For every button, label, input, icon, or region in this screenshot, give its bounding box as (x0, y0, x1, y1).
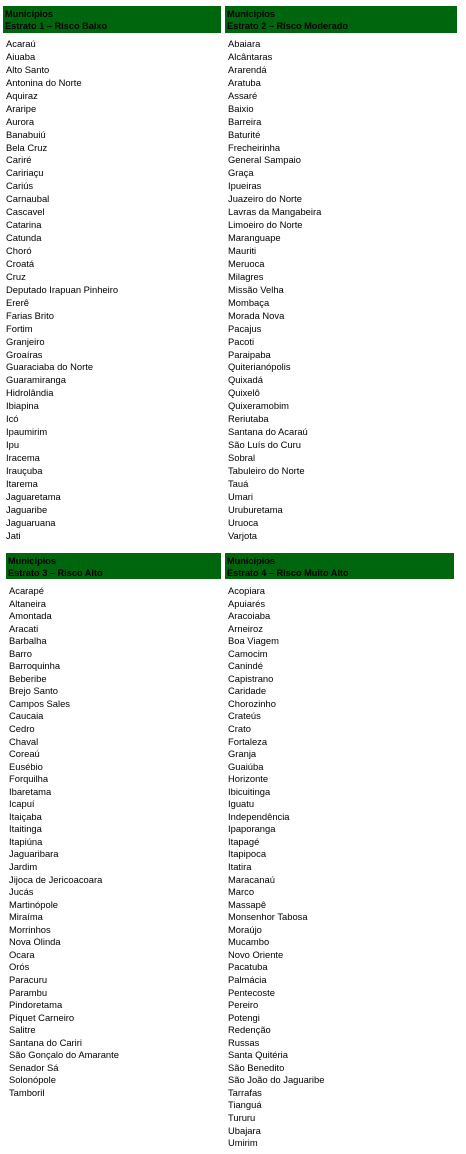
municipality-item: Forquilha (9, 773, 49, 785)
municipality-item: Alto Santo (6, 63, 50, 75)
municipality-item: Tururu (228, 1111, 256, 1123)
municipality-item: Limoeiro do Norte (228, 219, 303, 231)
municipality-item: Caririaçu (6, 167, 44, 179)
municipality-item: Banabuiú (6, 128, 46, 140)
stratum-4-header-title: Municípios (227, 556, 275, 566)
municipality-item: Quixelô (228, 387, 260, 399)
municipality-item: Itapagé (228, 835, 260, 847)
municipality-item: Frecheirinha (228, 141, 281, 153)
municipality-item: Pereiro (228, 999, 259, 1011)
municipality-item: Miraíma (9, 911, 43, 923)
municipality-item: Chaval (9, 735, 39, 747)
stratum-3-header (6, 553, 221, 580)
municipality-item: Salitre (9, 1024, 36, 1036)
municipality-item: Uruburetama (228, 503, 283, 515)
municipality-item: Pacoti (228, 335, 255, 347)
municipality-item: Antonina do Norte (6, 76, 82, 88)
municipality-item: Moraújo (228, 923, 262, 935)
municipality-item: Altaneira (9, 597, 47, 609)
municipality-item: Icó (6, 413, 19, 425)
municipality-item: Jijoca de Jericoacoara (9, 873, 103, 885)
municipality-item: Ipaporanga (228, 823, 276, 835)
municipality-item: Guaramiranga (6, 374, 66, 386)
municipality-item: Mombaça (228, 296, 270, 308)
municipality-item: Itatira (228, 861, 252, 873)
municipality-item: Jaguaribara (9, 848, 59, 860)
municipality-item: Novo Oriente (228, 948, 284, 960)
municipality-item: Fortaleza (228, 735, 268, 747)
municipality-item: Paraipaba (228, 348, 271, 360)
municipality-item: Jati (6, 529, 21, 541)
municipality-item: Mauriti (228, 245, 257, 256)
municipality-item: Milagres (228, 270, 264, 282)
municipality-item: Varjota (228, 529, 258, 541)
stratum-3-list (9, 585, 221, 1099)
municipality-item: Aracoiaba (228, 610, 271, 622)
municipality-item: Caridade (228, 685, 267, 697)
municipality-item: Ocara (9, 948, 35, 960)
municipality-item: Morada Nova (228, 309, 285, 321)
stratum-1-header-subtitle: Estrato 1 – Risco Baixo (5, 21, 108, 31)
municipality-item: Caucaia (9, 710, 44, 722)
municipality-item: Senador Sá (9, 1061, 59, 1073)
municipality-item: Ipu (6, 439, 20, 451)
municipality-item: Barroquinha (9, 660, 61, 672)
municipality-item: Itapiúna (9, 835, 43, 847)
municipality-item: Quiterianópolis (228, 361, 291, 373)
municipality-item: Tarrafas (228, 1086, 262, 1098)
municipality-item: Chorozinho (228, 697, 276, 709)
municipality-item: Martinópole (9, 898, 58, 910)
municipality-item: Itapipoca (228, 848, 267, 860)
municipality-item: Brejo Santo (9, 685, 58, 697)
municipality-item: Capistrano (228, 672, 274, 684)
municipality-item: Beberibe (9, 672, 47, 684)
stratum-2-header (225, 6, 457, 34)
municipality-item: Groaíras (6, 348, 43, 360)
municipality-item: Baixio (228, 102, 254, 114)
municipality-item: Quixeramobim (228, 400, 289, 412)
municipality-item: Hidrolândia (6, 387, 54, 399)
municipality-item: Guaiúba (228, 760, 264, 772)
municipality-item: Eusébio (9, 760, 43, 772)
municipality-item: Jaguaruana (6, 516, 56, 528)
municipality-item: Independência (228, 810, 290, 822)
municipality-item: Pentecoste (228, 986, 275, 998)
municipality-item: Granja (228, 748, 257, 760)
municipality-item: Aracati (9, 622, 39, 634)
stratum-2-header-subtitle: Estrato 2 – Risco Moderado (227, 21, 348, 31)
municipality-item: Iracema (6, 452, 40, 463)
municipality-item: Catarina (6, 219, 42, 231)
municipality-item: Paracuru (9, 973, 48, 985)
municipality-item: Barreira (228, 115, 262, 127)
municipality-item: Ipaumirim (6, 426, 48, 438)
municipality-item: Crato (228, 723, 251, 735)
municipality-item: Cascavel (6, 206, 45, 218)
municipality-item: Marco (228, 886, 255, 898)
municipality-item: Catunda (6, 232, 42, 244)
municipality-item: Tianguá (228, 1099, 262, 1111)
municipality-item: Guaraciaba do Norte (6, 361, 94, 373)
municipality-item: Iguatu (228, 798, 255, 810)
municipality-item: Cruz (6, 270, 26, 282)
municipality-item: São Gonçalo do Amarante (9, 1049, 119, 1061)
municipality-item: Baturité (228, 128, 261, 140)
municipality-item: Morrinhos (9, 923, 51, 935)
municipality-item: Tauá (228, 477, 249, 489)
municipality-item: Cariús (6, 180, 34, 192)
municipality-item: Missão Velha (228, 283, 284, 295)
municipality-item: Ibicuitinga (228, 785, 271, 797)
municipality-item: Fortim (6, 322, 33, 334)
municipality-item: Acaraú (6, 38, 36, 49)
municipality-item: Jucás (9, 886, 34, 898)
stratum-3-header-title: Municípios (8, 556, 56, 566)
stratum-4-header (225, 553, 454, 580)
municipality-item: Solonópole (9, 1074, 56, 1086)
municipality-item: Araripe (6, 102, 37, 114)
stratum-2-header-title: Municípios (227, 9, 275, 19)
municipality-item: Cariré (6, 154, 32, 166)
municipality-item: Deputado Irapuan Pinheiro (6, 283, 119, 295)
municipality-item: Orós (9, 961, 30, 973)
municipality-item: Irauçuba (6, 464, 43, 476)
municipality-item: Ibaretama (9, 785, 52, 797)
municipality-item: Santana do Acaraú (228, 426, 308, 438)
municipality-item: Arneiroz (228, 622, 263, 634)
municipality-item: Potengi (228, 1011, 260, 1023)
municipality-item: Alcântaras (228, 50, 273, 62)
municipality-item: Farias Brito (6, 309, 54, 321)
municipality-item: General Sampaio (228, 154, 301, 166)
municipality-item: Aiuaba (6, 50, 36, 62)
municipality-item: Redenção (228, 1024, 271, 1036)
municipality-item: Aurora (6, 115, 35, 127)
municipality-item: Maranguape (228, 232, 281, 244)
municipality-item: Itarema (6, 477, 38, 489)
municipality-item: Barbalha (9, 635, 47, 647)
municipality-item: Apuiarés (228, 597, 266, 609)
municipality-item: Russas (228, 1036, 260, 1048)
stratum-1-header-title: Municípios (5, 9, 53, 19)
municipality-item: Acarapé (9, 585, 44, 596)
municipality-item: Bela Cruz (6, 141, 48, 153)
municipality-item: Granjeiro (6, 335, 45, 347)
municipality-item: Ibiapina (6, 400, 39, 412)
municipality-item: Reriutaba (228, 413, 269, 425)
municipality-item: Nova Olinda (9, 936, 61, 948)
municipality-item: Itaiçaba (9, 810, 42, 822)
municipality-item: Ubajara (228, 1124, 261, 1136)
municipality-item: Crateús (228, 710, 261, 722)
municipality-item: Horizonte (228, 773, 269, 785)
municipality-item: Ararendá (228, 63, 267, 75)
municipality-item: Santa Quitéria (228, 1049, 288, 1061)
municipality-item: Pacajus (228, 322, 262, 334)
municipality-item: São João do Jaguaribe (228, 1074, 325, 1086)
municipality-item: Graça (228, 167, 254, 179)
municipality-item: Piquet Carneiro (9, 1011, 75, 1023)
municipality-item: Jaguaretama (6, 490, 61, 502)
municipality-item: Monsenhor Tabosa (228, 911, 308, 923)
stratum-4-list (228, 585, 454, 1150)
municipality-item: Boa Viagem (228, 635, 279, 647)
municipality-item: Amontada (9, 610, 52, 622)
stratum-1-header (3, 6, 221, 34)
municipality-item: Aquiraz (6, 89, 38, 101)
municipality-item: Canindé (228, 660, 263, 672)
municipality-item: Abaiara (228, 38, 261, 49)
municipality-item: Pacatuba (228, 961, 268, 973)
municipality-item: Santana do Cariri (9, 1036, 82, 1048)
municipality-item: Lavras da Mangabeira (228, 206, 322, 218)
municipality-item: Uruoca (228, 516, 259, 528)
municipality-item: Campos Sales (9, 697, 70, 709)
municipality-item: Carnaubal (6, 193, 50, 205)
municipality-item: Itaitinga (9, 823, 42, 835)
municipality-item: Tabuleiro do Norte (228, 464, 305, 476)
municipality-item: Icapuí (9, 798, 35, 810)
municipality-item: Croatá (6, 257, 35, 269)
municipality-item: Acopiara (228, 585, 266, 596)
municipality-item: Camocim (228, 647, 268, 659)
stratum-2-list (228, 38, 457, 543)
municipality-item: Assaré (228, 89, 258, 101)
municipality-item: Barro (9, 647, 32, 659)
municipality-item: Ererê (6, 296, 29, 308)
municipality-item: Jardim (9, 861, 38, 873)
municipality-item: Meruoca (228, 257, 265, 269)
municipality-item: Maracanaú (228, 873, 275, 885)
municipality-item: Palmácia (228, 973, 267, 985)
stratum-4-header-subtitle: Estrato 4 – Risco Muito Alto (227, 568, 349, 578)
municipality-item: Tamboril (9, 1086, 45, 1098)
municipality-item: São Benedito (228, 1061, 285, 1073)
municipality-item: Coreaú (9, 748, 40, 760)
municipality-item: Juazeiro do Norte (228, 193, 302, 205)
municipality-item: Jaguaribe (6, 503, 48, 515)
municipality-item: Umirim (228, 1137, 258, 1149)
municipality-item: Massapê (228, 898, 267, 910)
municipality-item: Quixadá (228, 374, 263, 386)
municipality-item: Ipueiras (228, 180, 262, 192)
municipality-item: Pindoretama (9, 999, 63, 1011)
municipality-item: Cedro (9, 723, 35, 735)
municipality-item: São Luís do Curu (228, 439, 301, 451)
municipality-item: Choró (6, 245, 32, 256)
stratum-3-header-subtitle: Estrato 3 – Risco Alto (8, 568, 103, 578)
municipality-item: Aratuba (228, 76, 261, 88)
municipality-item: Umari (228, 490, 253, 502)
municipality-item: Sobral (228, 452, 256, 463)
municipality-item: Mucambo (228, 936, 270, 948)
municipality-item: Parambu (9, 986, 48, 998)
stratum-1-list (6, 38, 221, 543)
